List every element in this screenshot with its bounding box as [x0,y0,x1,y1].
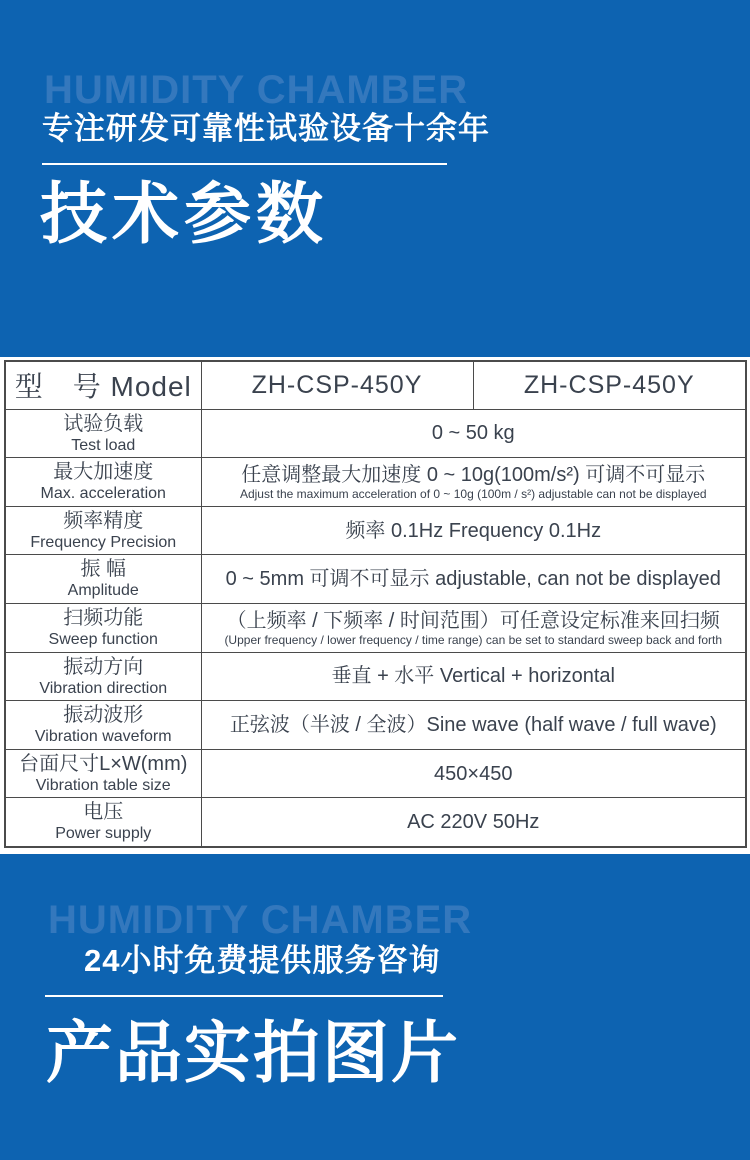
table-row-sweep-function [5,603,746,652]
row-label-en: Vibration table size [35,776,171,794]
row-value-cell [201,506,746,555]
watermark-text-bottom: HUMIDITY CHAMBER [48,898,473,942]
top-tagline: 专注研发可靠性试验设备十余年 [42,111,490,146]
table-row-amplitude [5,555,746,604]
row-label-zh: 最大加速度 [53,461,154,484]
row-value-cell [201,603,746,652]
row-label-en: Vibration direction [39,679,168,697]
row-value-cell [201,798,746,847]
row-label [5,701,201,750]
row-label [5,603,201,652]
watermark-text-top: HUMIDITY CHAMBER [44,68,469,112]
row-label-en: Max. acceleration [40,485,166,503]
model-value-2: ZH-CSP-450Y [473,361,746,409]
table-row-table-size [5,749,746,798]
row-value-en: Adjust the maximum acceleration of 0 ~ 10g (100m / s²) adjustable can not be displayed [239,487,707,502]
top-divider-line [42,163,447,165]
row-value: 任意调整最大加速度 0 ~ 10g(100m/s²) 可调不可显示 [241,464,706,487]
row-label [5,409,201,458]
table-row-vibration-waveform [5,701,746,750]
row-value: 垂直 + 水平 Vertical + horizontal [331,665,615,688]
row-value-cell [201,701,746,750]
row-label-zh: 电压 [83,801,124,824]
row-label-zh: 振动方向 [63,655,144,678]
row-value-cell [201,749,746,798]
row-label [5,798,201,847]
table-row-power-supply [5,798,746,847]
table-row-frequency-precision [5,506,746,555]
row-label-zh: 频率精度 [63,509,144,532]
row-value-cell [201,652,746,701]
row-label-en: Test load [71,436,136,454]
row-label-en: Sweep function [48,631,158,649]
row-label-zh: 振 幅 [80,558,127,581]
spec-table [4,360,747,848]
row-value: AC 220V 50Hz [407,811,540,834]
row-value: （上频率 / 下频率 / 时间范围）可任意设定标准来回扫频 [226,610,720,633]
row-label-zh: 扫频功能 [63,607,144,630]
bottom-tagline: 24小时免费提供服务咨询 [84,943,441,978]
row-label-zh: 试验负载 [63,412,144,435]
row-label [5,652,201,701]
row-label-en: Power supply [55,825,152,843]
row-value: 频率 0.1Hz Frequency 0.1Hz [345,519,602,542]
row-value: 0 ~ 50 kg [431,422,515,445]
row-label [5,458,201,507]
row-value-cell [201,555,746,604]
row-label [5,506,201,555]
spec-table-band [0,357,750,854]
row-value: 正弦波（半波 / 全波）Sine wave (half wave / full wave) [229,713,717,736]
bottom-divider-line [45,995,443,997]
table-row-max-acceleration [5,458,746,507]
row-label-zh: 振动波形 [63,704,144,727]
row-label-en: Frequency Precision [30,533,177,551]
model-value-1: ZH-CSP-450Y [201,361,473,409]
row-label-en: Vibration waveform [34,728,172,746]
table-row-test-load [5,409,746,458]
section-title-tech-params: 技术参数 [40,177,328,252]
row-label [5,749,201,798]
table-row-model [5,361,746,409]
row-label [5,555,201,604]
row-label-zh: 台面尺寸L×W(mm) [19,752,188,775]
table-row-vibration-direction [5,652,746,701]
row-value: 0 ~ 5mm 可调不可显示 adjustable, can not be displayed [225,568,721,591]
section-title-product-photos: 产品实拍图片 [46,1016,460,1091]
row-label-en: Amplitude [67,582,139,600]
row-value-en: (Upper frequency / lower frequency / time range) can be set to standard sweep back and forth [224,633,723,648]
row-value-cell [201,458,746,507]
model-header-label: 型 号 Model [5,361,201,409]
row-value-cell [201,409,746,458]
row-value: 450×450 [434,762,513,785]
